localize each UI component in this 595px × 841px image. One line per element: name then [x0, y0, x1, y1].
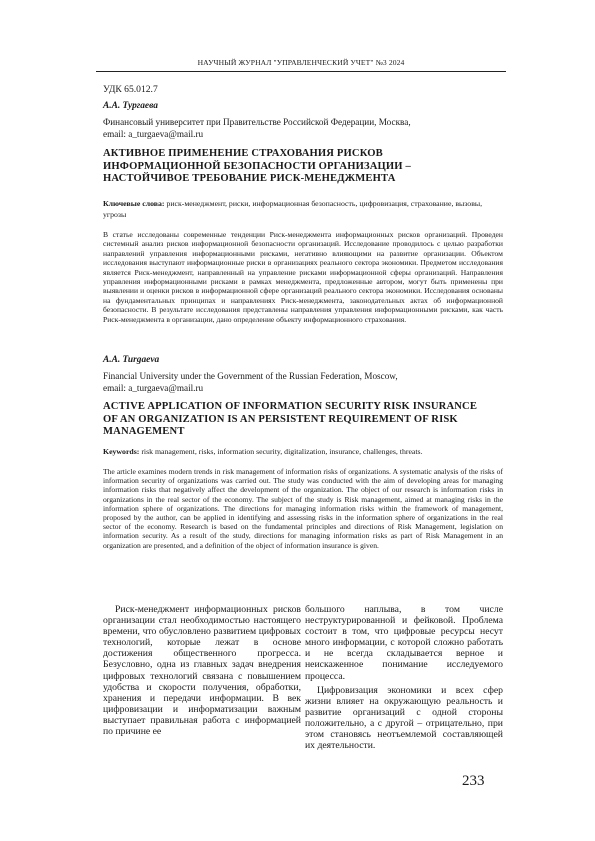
title-en-line: OF AN ORGANIZATION IS AN PERSISTENT REQUIREMENT OF RISK	[103, 413, 458, 425]
title-en-line: ACTIVE APPLICATION OF INFORMATION SECURITY RISK INSURANCE	[103, 401, 478, 412]
title-ru-line: АКТИВНОЕ ПРИМЕНЕНИЕ СТРАХОВАНИЯ РИСКОВ	[103, 148, 383, 159]
title-ru-line: ИНФОРМАЦИОННОЙ БЕЗОПАСНОСТИ ОРГАНИЗАЦИИ –	[103, 160, 411, 172]
keywords-en	[103, 447, 503, 458]
abstract-en: The article examines modern trends in risk management of information risks of organizations. A systematic analysis of the risks of information security of organizations was carried out. The study was conducted with the aim of developing areas for managing information risks that negatively affect the development of the organization. The object of our research is information risks in organizations in the real sector of the economy. The subject of the study is Risk management, aimed at managing risks in the information sphere of organizations. The directions for managing information risks within the framework of management, proposed by the author, can be applied in identifying and assessing risks in the information sphere of organizations in the real sector of the economy. Research is based on the fundamental principles and directions of Risk Management, legislation on information security. As a result of the study, directions for managing information risks as part of Risk Management in an organization are presented, and a definition of the object of information insurance is given.	[103, 467, 503, 550]
email-en: email: a_turgaeva@mail.ru	[103, 383, 204, 393]
header-rule	[96, 71, 506, 72]
keywords-text-en: risk management, risks, information security, digitalization, insurance, challenges, threats.	[139, 447, 423, 456]
keywords-text-ru: риск-менеджмент, риски, информационная безопасность, цифровизация, страхование, вызовы, угрозы	[103, 199, 483, 219]
keywords-label-ru: Ключевые слова:	[103, 199, 165, 208]
page-number: 233	[462, 773, 485, 789]
body-paragraph: Цифровизация экономики и всех сфер жизни влияет на окружающую реальность и развитие организаций с одной стороны положительно, а с другой – отрицательно, при этом становясь неотъемлемой составляющей их деятельности.	[305, 684, 503, 752]
title-en-line: MANAGEMENT	[103, 426, 185, 438]
title-en	[103, 401, 503, 439]
keywords-label-en: Keywords:	[103, 447, 140, 456]
body-paragraph: Риск-менеджмент информационных рисков организации стал необходимостью настоящего времени, что обусловлено развитием цифровых технологий, которые лежат в основе достижения общественного прогресса. Безусловно, одна из главных задач внедрения цифровых технологий связана с повышением удобства и скорости получения, обработки, хранения и передачи информации. В век цифровизации и информатизации важным выступает правильная работа с информацией по причине ее	[103, 604, 301, 738]
body-column-left	[103, 604, 301, 737]
author-ru: А.А. Тургаева	[103, 101, 158, 111]
affiliation-ru: Финансовый университет при Правительстве Российской Федерации, Москва,	[103, 117, 411, 127]
email-ru: email: a_turgaeva@mail.ru	[103, 129, 204, 139]
keywords-ru	[103, 199, 503, 220]
body-column-right	[305, 604, 503, 751]
abstract-ru: В статье исследованы современные тенденции Риск-менеджмента информационных рисков организаций. Проведен системный анализ рисков информационной безопасности организаций. Исследование проводилось с целью разработки направлений управления информационными рисками, негативно влияющими на развитие организации. Объектом исследования выступают информационные риски в организациях реального сектора экономики. Предметом исследования является Риск-менеджмент, направленный на управление рисками информационной сферы организаций. Направления управления информационными рисками в рамках менеджмента, предложенные автором, могут быть применены при выявлении и оценки рисков в информационной сфере организаций реального сектора экономики. Исследования основаны на фундаментальных принципах и направлениях Риск-менеджмента, законодательных актах об информационной безопасности. В результате исследования представлены направления управления информационными рисками, как часть Риск-менеджмента в организации, дано определение объекту информационного страхования.	[103, 230, 503, 324]
affiliation-en: Financial University under the Government of the Russian Federation, Moscow,	[103, 371, 398, 381]
running-header: НАУЧНЫЙ ЖУРНАЛ "УПРАВЛЕНЧЕСКИЙ УЧЕТ" №3 2024	[197, 58, 405, 67]
udc-code: УДК 65.012.7	[103, 84, 158, 95]
body-paragraph: большого наплыва, в том числе неструктурированной и фейковой. Проблема состоит в том, что цифровые ресурсы несут много информации, с которой сложно работать и не всегда складывается верное и неискаженное понимание исследуемого процесса.	[305, 604, 503, 682]
author-en: A.A. Turgaeva	[103, 355, 160, 365]
title-ru	[103, 148, 503, 186]
title-ru-line: НАСТОЙЧИВОЕ ТРЕБОВАНИЕ РИСК-МЕНЕДЖМЕНТА	[103, 173, 396, 185]
